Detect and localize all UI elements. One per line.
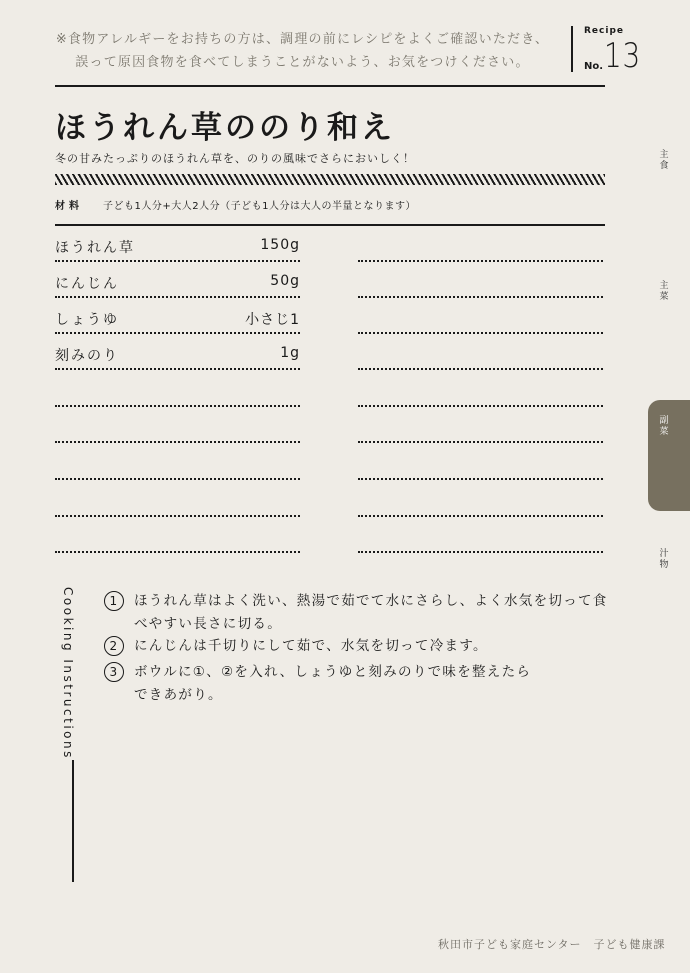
hatched-divider — [55, 174, 605, 185]
ingredient-line — [358, 368, 603, 370]
ingredient-line — [55, 551, 300, 553]
ingredient-name: しょうゆ — [55, 312, 119, 328]
step-text: ボウルに①、②を入れ、しょうゆと刻みのりで味を整えたらできあがり。 — [134, 664, 532, 703]
tab-shushoku[interactable]: 主食 — [659, 150, 669, 171]
ingredient-name: にんじん — [55, 276, 119, 292]
ingredient-line — [358, 260, 603, 262]
ingredients-label: 材料 — [55, 201, 83, 212]
instruction-step — [104, 635, 604, 658]
recipe-title: ほうれん草ののり和え — [55, 110, 395, 146]
ingredient-line — [55, 368, 300, 370]
ingredient-line — [358, 405, 603, 407]
allergy-notice — [40, 28, 565, 74]
cooking-instructions-heading: Cooking Instructions — [61, 587, 75, 760]
ingredient-line — [358, 515, 603, 517]
recipe-label: Recipe — [584, 26, 625, 36]
recipe-subtitle: 冬の甘みたっぷりのほうれん草を、のりの風味でさらにおいしく！ — [55, 152, 415, 165]
instruction-step — [104, 590, 608, 636]
ingredient-line — [358, 441, 603, 443]
step-number: 3 — [104, 662, 124, 682]
ingredient-amount: 小さじ1 — [245, 312, 300, 328]
ingredient-amount: 50g — [270, 273, 300, 289]
allergy-notice-line-1: ※食物アレルギーをお持ちの方は、調理の前にレシピをよくご確認いただき、 — [55, 32, 550, 47]
step-text: ほうれん草はよく洗い、熱湯で茹でて水にさらし、よく水気を切って食べやすい長さに切る。 — [134, 593, 608, 632]
ingredient-amount: 150g — [260, 237, 300, 253]
tab-shusai[interactable]: 主菜 — [659, 281, 669, 302]
step-number: 1 — [104, 591, 124, 611]
ingredient-line — [55, 405, 300, 407]
ingredient-line — [358, 478, 603, 480]
allergy-notice-line-2: 誤って原因食物を食べてしまうことがないよう、お気をつけください。 — [75, 55, 530, 70]
ingredient-line — [358, 332, 603, 334]
ingredient-amount: 1g — [280, 345, 300, 361]
ingredient-line — [55, 515, 300, 517]
ingredient-name: 刻みのり — [55, 348, 119, 364]
instruction-step — [104, 661, 604, 707]
step-text: にんじんは千切りにして茹で、水気を切って冷ます。 — [134, 638, 488, 654]
recipe-no-label: No. — [584, 61, 604, 72]
cooking-instructions-rule — [72, 760, 74, 882]
ingredient-line — [55, 478, 300, 480]
tab-fukusai[interactable]: 副菜 — [659, 416, 669, 437]
step-number: 2 — [104, 636, 124, 656]
ingredient-line — [55, 260, 300, 262]
ingredient-line — [55, 441, 300, 443]
ingredient-name: ほうれん草 — [55, 240, 135, 256]
ingredient-line — [358, 551, 603, 553]
header-rule — [55, 85, 605, 87]
ingredient-line — [55, 332, 300, 334]
recipe-number-divider — [571, 26, 573, 72]
recipe-number: 13 — [604, 36, 642, 76]
servings-text: 子ども1人分+大人2人分（子ども1人分は大人の半量となります） — [103, 201, 416, 212]
footer-organization: 秋田市子ども家庭センター 子ども健康課 — [438, 938, 666, 951]
tab-shirumono[interactable]: 汁物 — [659, 549, 669, 570]
ingredient-line — [55, 296, 300, 298]
ingredients-rule — [55, 224, 605, 226]
ingredient-line — [358, 296, 603, 298]
